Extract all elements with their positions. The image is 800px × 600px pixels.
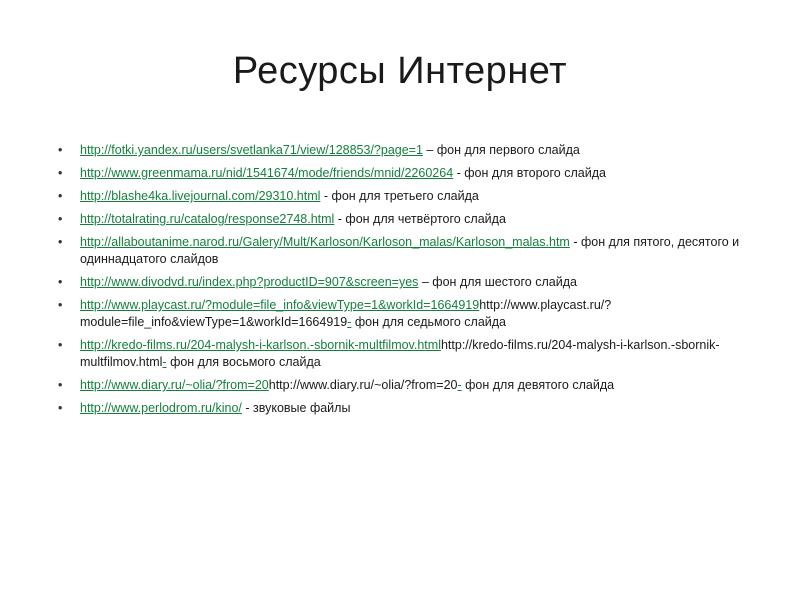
list-item <box>58 165 770 182</box>
bullet-icon: • <box>58 338 63 352</box>
bullet-icon: • <box>58 212 63 226</box>
resource-description: – фон для шестого слайда <box>418 275 577 289</box>
resource-description: - фон для третьего слайда <box>320 189 479 203</box>
resource-link[interactable]: http://blashe4ka.livejournal.com/29310.html <box>80 189 321 203</box>
resource-description: - фон для четвёртого слайда <box>334 212 506 226</box>
resource-link[interactable]: http://allaboutanime.narod.ru/Galery/Mult/Karloson/Karloson_malas/Karloson_malas.htm <box>80 235 570 249</box>
list-item <box>58 400 770 417</box>
resource-link[interactable]: http://www.perlodrom.ru/kino/ <box>80 401 242 415</box>
list-item <box>58 377 770 394</box>
dash-link[interactable]: - <box>347 315 352 329</box>
resource-link[interactable]: http://totalrating.ru/catalog/response2748.html <box>80 212 335 226</box>
list-item <box>58 337 770 371</box>
resource-link[interactable]: http://fotki.yandex.ru/users/svetlanka71/view/128853/?page=1 <box>80 143 423 157</box>
resource-list <box>58 142 770 423</box>
resource-url-text: http://www.diary.ru/~olia/?from=20 <box>268 378 458 392</box>
resource-link[interactable]: http://www.playcast.ru/?module=file_info&viewType=1&workId=1664919 <box>80 298 480 312</box>
bullet-icon: • <box>58 189 63 203</box>
resource-description: - фон для второго слайда <box>453 166 606 180</box>
bullet-icon: • <box>58 298 63 312</box>
resource-description: - фон для пятого, десятого и одиннадцатого слайдов <box>80 235 740 266</box>
bullet-icon: • <box>58 378 63 392</box>
resource-link[interactable]: http://www.greenmama.ru/nid/1541674/mode/friends/mnid/2260264 <box>80 166 454 180</box>
dash-link[interactable]: - <box>162 355 167 369</box>
bullet-icon: • <box>58 235 63 249</box>
list-item <box>58 211 770 228</box>
resource-link[interactable]: http://www.diary.ru/~olia/?from=20 <box>80 378 269 392</box>
resource-description: фон для седьмого слайда <box>351 315 507 329</box>
list-item <box>58 274 770 291</box>
bullet-icon: • <box>58 166 63 180</box>
list-item <box>58 188 770 205</box>
resource-url-text: http://kredo-films.ru/204-malysh-i-karlson.-sbornik-multfilmov.html <box>80 338 720 369</box>
list-item <box>58 297 770 331</box>
list-item <box>58 234 770 268</box>
bullet-icon: • <box>58 275 63 289</box>
dash-link[interactable]: - <box>457 378 462 392</box>
resource-description: фон для девятого слайда <box>461 378 615 392</box>
list-item <box>58 142 770 159</box>
resource-link[interactable]: http://kredo-films.ru/204-malysh-i-karlson.-sbornik-multfilmov.html <box>80 338 441 352</box>
resource-url-text: http://www.playcast.ru/?module=file_info&viewType=1&workId=1664919 <box>80 298 612 329</box>
resource-description: фон для восьмого слайда <box>166 355 321 369</box>
bullet-icon: • <box>58 401 63 415</box>
slide-title: Ресурсы Интернет <box>232 50 568 92</box>
resource-description: - звуковые файлы <box>241 401 351 415</box>
resource-link[interactable]: http://www.divodvd.ru/index.php?productID=907&screen=yes <box>80 275 419 289</box>
resource-description: – фон для первого слайда <box>422 143 580 157</box>
bullet-icon: • <box>58 143 63 157</box>
